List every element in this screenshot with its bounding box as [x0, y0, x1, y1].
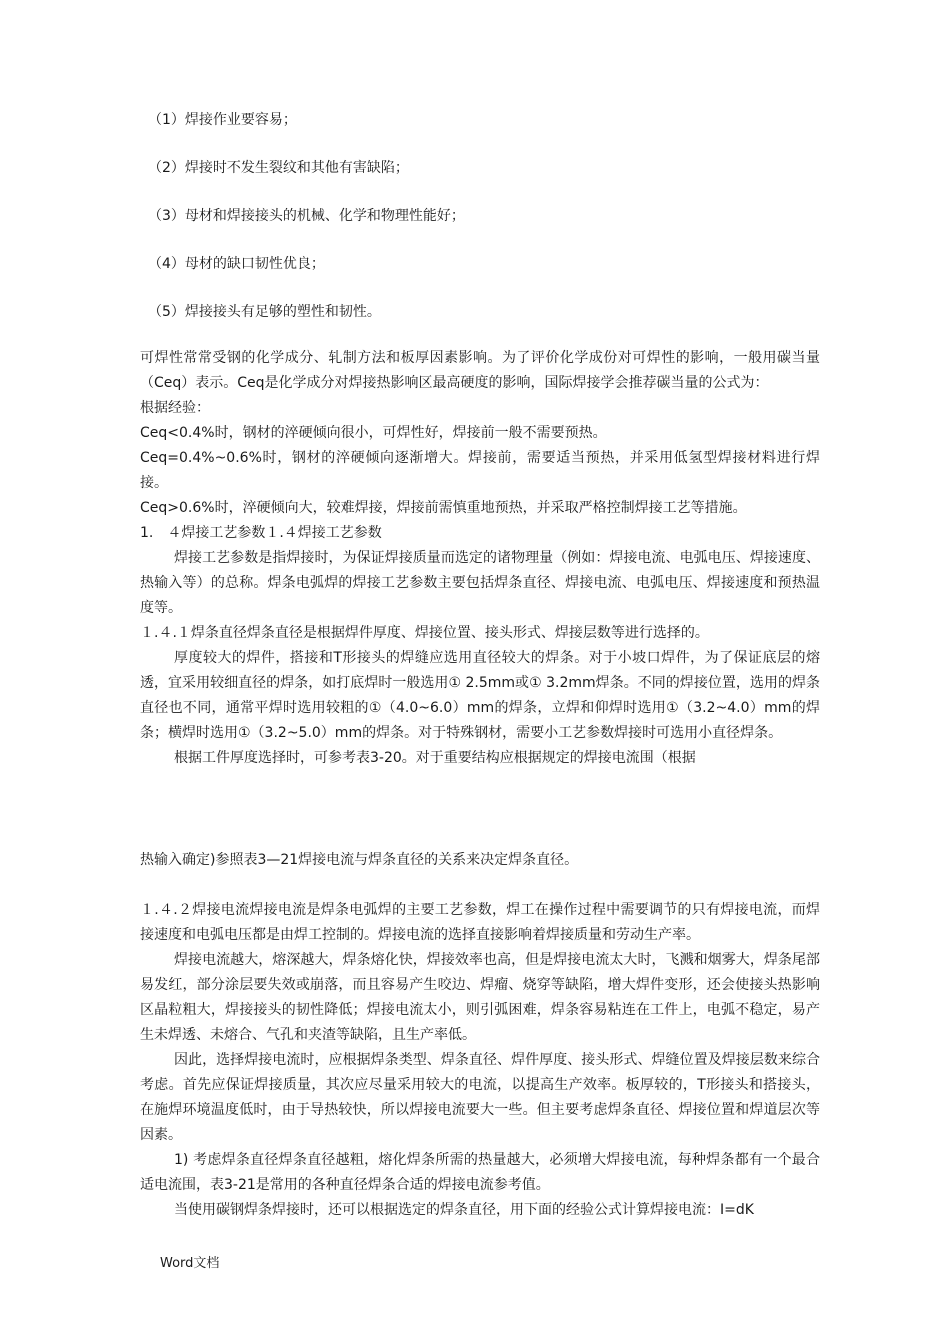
- section-heading-1-4-2: １.４.２焊接电流焊接电流是焊条电弧焊的主要工艺参数，焊工在操作过程中需要调节的只有焊接电流，而焊接速度和电弧电压都是由焊工控制的。焊接电流的选择直接影响着焊接质量和劳动生产率。: [140, 902, 820, 943]
- footer-label: Word文档: [160, 1256, 220, 1271]
- current-paragraph-2: 因此，选择焊接电流时，应根据焊条类型、焊条直径、焊件厚度、接头形式、焊缝位置及焊接层数来综合考虑。首先应保证焊接质量，其次应尽量采用较大的电流，以提高生产效率。板厚较的，T形接头和搭接头，在施焊环境温度低时，由于导热较快，所以焊接电流要大一些。但主要考虑焊条直径、焊接位置和焊道层次等因素。: [140, 1052, 820, 1143]
- section-1-4-1-paragraph-2: 根据工件厚度选择时，可参考表3-20。对于重要结构应根据规定的焊接电流围（根据: [174, 750, 696, 766]
- current-section: [140, 898, 820, 1223]
- requirement-3: （3）母材和焊接接头的机械、化学和物理性能好；: [148, 208, 465, 224]
- section-1-4-paragraph: 焊接工艺参数是指焊接时，为保证焊接质量而选定的诸物理量（例如：焊接电流、电弧电压、焊接速度、热输入等）的总称。焊条电弧焊的焊接工艺参数主要包括焊条直径、焊接电流、电弧电压、焊接速度和预热温度等。: [140, 550, 820, 616]
- current-paragraph-3: 1) 考虑焊条直径焊条直径越粗，熔化焊条所需的热量越大，必须增大焊接电流，每种焊条都有一个最合适电流围，表3-21是常用的各种直径焊条合适的焊接电流参考值。: [140, 1152, 820, 1193]
- weldability-section: [140, 346, 820, 771]
- requirement-4: （4）母材的缺口韧性优良；: [148, 256, 325, 272]
- section-1-4-1-continuation-block: [140, 848, 820, 873]
- requirement-2: （2）焊接时不发生裂纹和其他有害缺陷；: [148, 160, 409, 176]
- rule-high-ceq: Ceq>0.6%时，淬硬倾向大，较难焊接，焊接前需慎重地预热，并采取严格控制焊接工艺等措施。: [140, 500, 747, 516]
- experience-label: 根据经验：: [140, 400, 210, 416]
- section-heading-1-4-1: １.４.１焊条直径焊条直径是根据焊件厚度、焊接位置、接头形式、焊接层数等进行选择的。: [140, 625, 709, 641]
- rule-low-ceq: Ceq<0.4%时，钢材的淬硬倾向很小，可焊性好，焊接前一般不需要预热。: [140, 425, 607, 441]
- section-1-4-1-continuation: 热输入确定)参照表3—21焊接电流与焊条直径的关系来决定焊条直径。: [140, 852, 579, 868]
- section-1-4-1-paragraph-1: 厚度较大的焊件，搭接和T形接头的焊缝应选用直径较大的焊条。对于小坡口焊件，为了保证底层的熔透，宜采用较细直径的焊条，如打底焊时一般选用① 2.5mm或① 3.2mm焊条。不同的焊接位置，选用的焊条直径也不同，通常平焊时选用较粗的①（4.0~6.0）mm的焊条，立焊和仰焊时选用①（3.2~4.0）mm的焊条；横焊时选用①（3.2~5.0）mm的焊条。对于特殊钢材，需要小工艺参数焊接时可选用小直径焊条。: [140, 650, 820, 741]
- current-paragraph-1: 焊接电流越大，熔深越大，焊条熔化快，焊接效率也高，但是焊接电流太大时，飞溅和烟雾大，焊条尾部易发红，部分涂层要失效或崩落，而且容易产生咬边、焊瘤、烧穿等缺陷，增大焊件变形，还会使接头热影响区晶粒粗大，焊接接头的韧性降低；焊接电流太小，则引弧困难，焊条容易粘连在工件上，电弧不稳定，易产生未焊透、未熔合、气孔和夹渣等缺陷，且生产率低。: [140, 952, 820, 1043]
- requirement-1: （1）焊接作业要容易；: [148, 112, 297, 128]
- current-paragraph-4: 当使用碳钢焊条焊接时，还可以根据选定的焊条直径，用下面的经验公式计算焊接电流：I=dK: [174, 1202, 754, 1218]
- section-heading-1-4: 1. ４焊接工艺参数１.４焊接工艺参数: [140, 525, 382, 541]
- requirement-5: （5）焊接接头有足够的塑性和韧性。: [148, 304, 381, 320]
- rule-mid-ceq: Ceq=0.4%~0.6%时，钢材的淬硬倾向逐渐增大。焊接前，需要适当预热，并采用低氢型焊接材料进行焊接。: [140, 450, 820, 491]
- weldability-intro: 可焊性常常受钢的化学成分、轧制方法和板厚因素影响。为了评价化学成份对可焊性的影响，一般用碳当量（Ceq）表示。Ceq是化学成分对焊接热影响区最高硬度的影响，国际焊接学会推荐碳当量的公式为：: [140, 350, 820, 391]
